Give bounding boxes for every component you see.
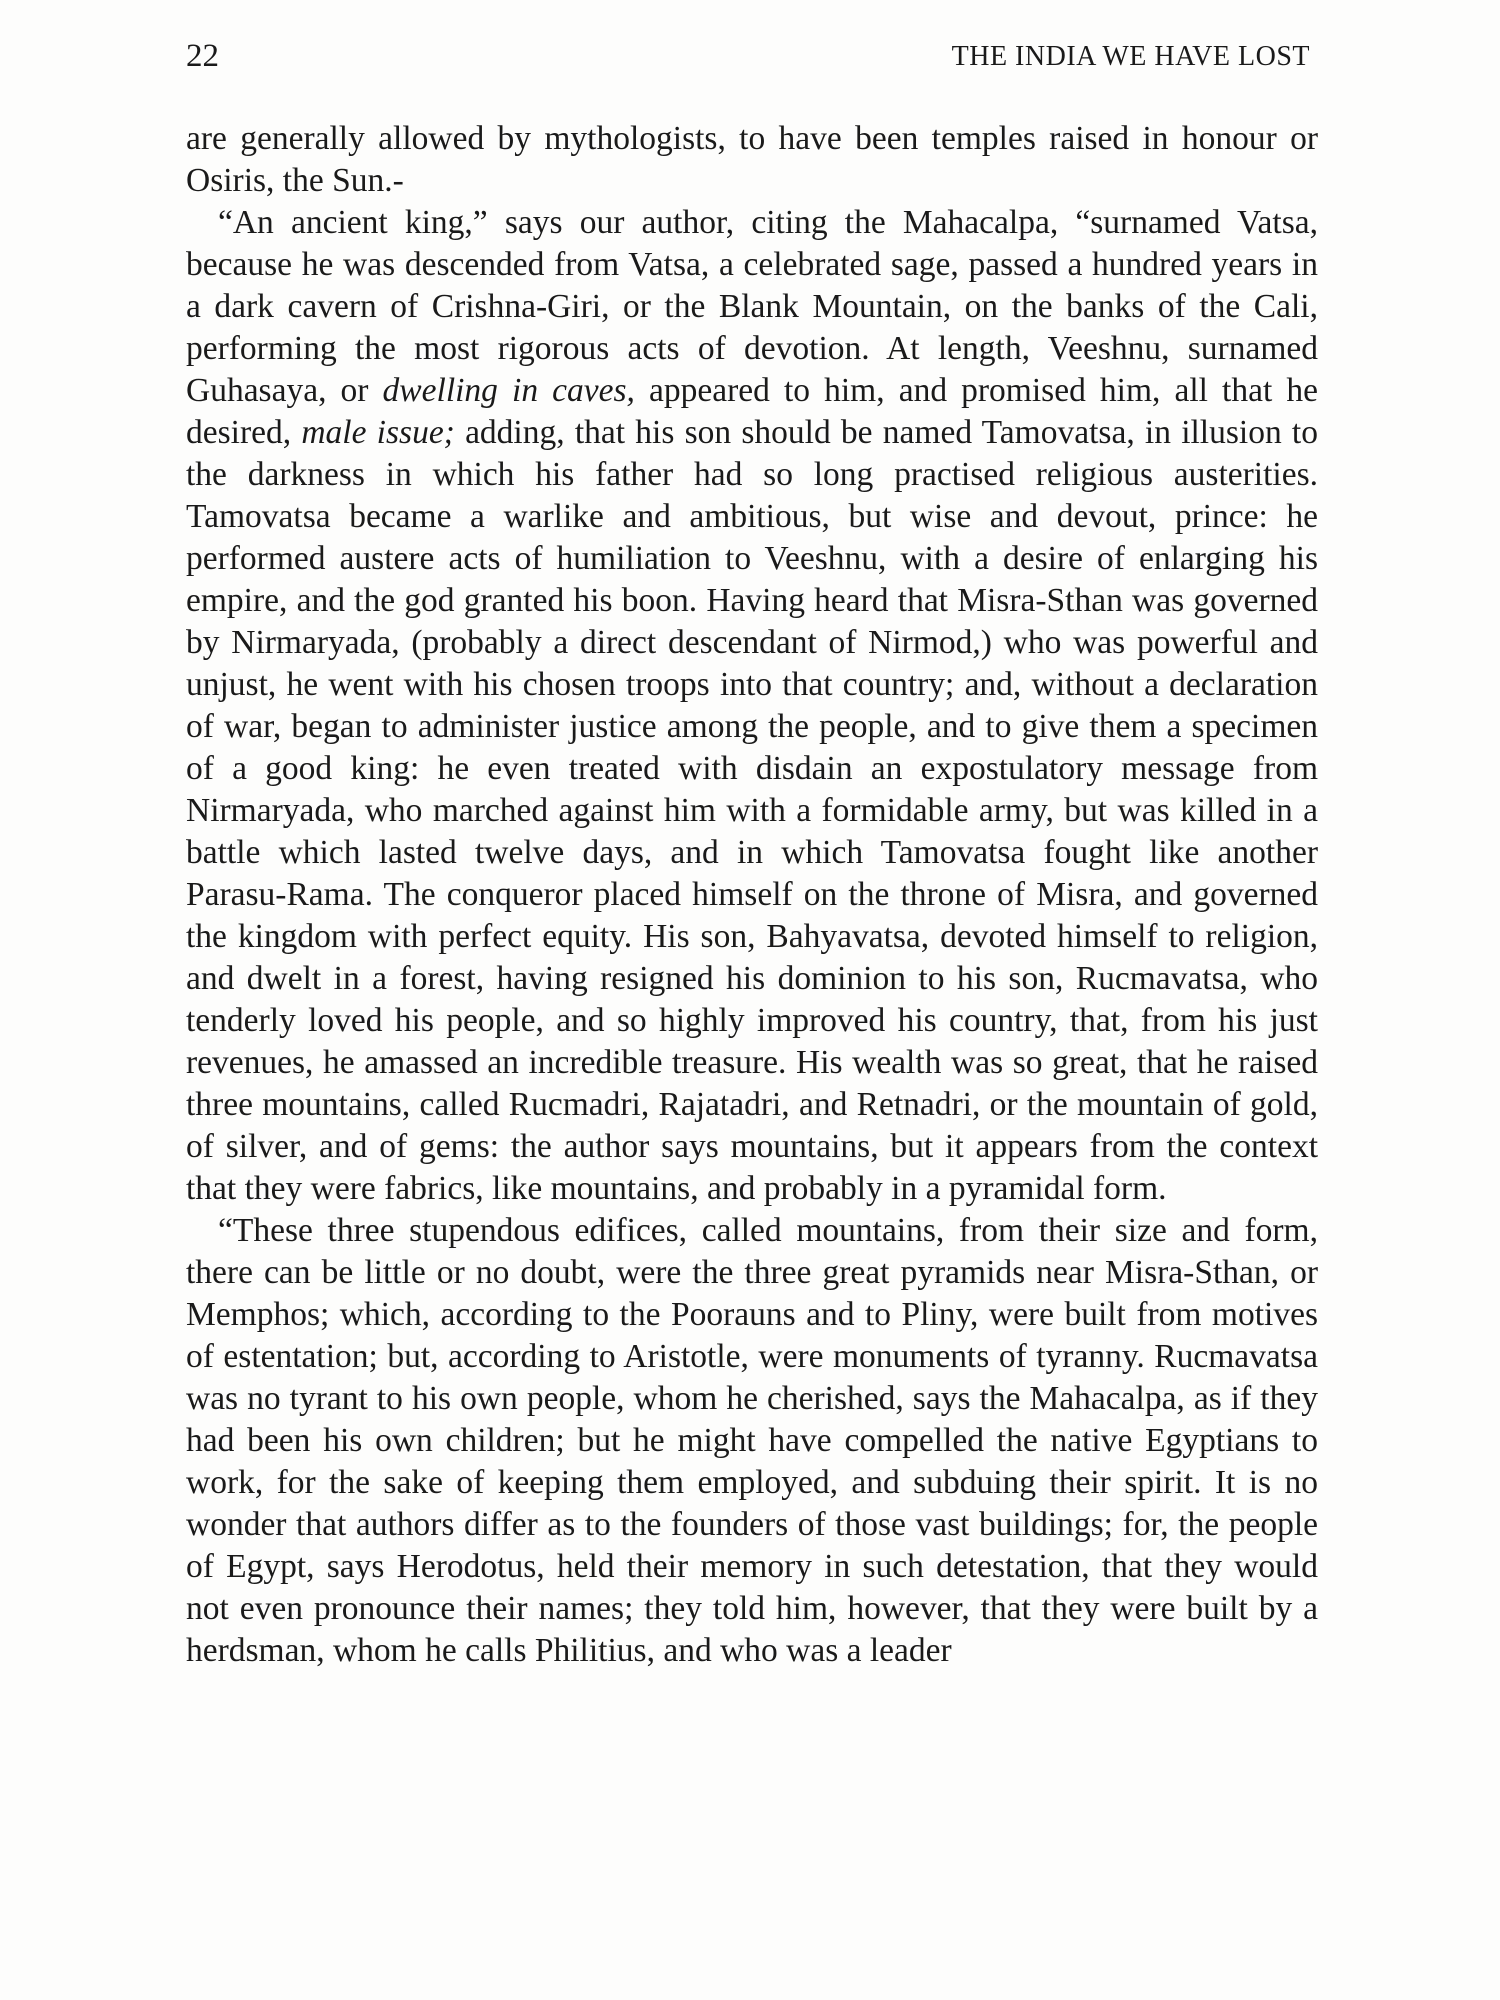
paragraph-1-text: are generally allowed by mythologists, to have been temples raised in honour or Osiris, the Sun.- [186, 120, 1318, 199]
body-text [186, 118, 1318, 1672]
paragraph-3 [186, 1210, 1318, 1672]
page-header [186, 38, 1310, 78]
paragraph-3-text: “These three stupendous edifices, called mountains, from their size and form, there can be little or no doubt, were the three great pyramids near Misra-Sthan, or Memphos; which, according to the Poorauns and to Pliny, were built from motives of estentation; but, according to Aristotle, were monuments of tyranny. Rucmavatsa was no tyrant to his own people, whom he cherished, says the Mahacalpa, as if they had been his own children; but he might have compelled the native Egyptians to work, for the sake of keeping them employed, and subduing their spirit. It is no wonder that authors differ as to the founders of those vast buildings; for, the people of Egypt, says Herodotus, held their memory in such detestation, that they would not even pronounce their names; they told him, however, that they were built by a herdsman, whom he calls Philitius, and who was a leader [186, 1212, 1318, 1669]
paragraph-2 [186, 202, 1318, 1210]
paragraph-2-text-3: adding, that his son should be named Tamovatsa, in illusion to the darkness in which his father had so long practised religious austerities. Tamovatsa became a warlike and ambitious, but wise and devout, prince: he performed austere acts of humiliation to Veeshnu, with a desire of enlarging his empire, and the god granted his boon. Having heard that Misra-Sthan was governed by Nirmaryada, (probably a direct descendant of Nirmod,) who was powerful and unjust, he went with his chosen troops into that country; and, without a declaration of war, began to administer justice among the people, and to give them a specimen of a good king: he even treated with disdain an expostulatory message from Nirmaryada, who marched against him with a formidable army, but was killed in a battle which lasted twelve days, and in which Tamovatsa fought like another Parasu-Rama. The conqueror placed himself on the throne of Misra, and governed the kingdom with perfect equity. His son, Bahyavatsa, devoted himself to religion, and dwelt in a forest, having resigned his dominion to his son, Rucmavatsa, who tenderly loved his people, and so highly improved his country, that, from his just revenues, he amassed an incredible treasure. His wealth was so great, that he raised three mountains, called Rucmadri, Rajatadri, and Retnadri, or the mountain of gold, of silver, and of gems: the author says mountains, but it appears from the context that they were fabrics, like mountains, and probably in a pyramidal form. [186, 414, 1318, 1207]
paragraph-2-italic-male-issue: male issue; [301, 414, 455, 451]
page-number: 22 [186, 38, 219, 74]
paragraph-1 [186, 118, 1318, 202]
paragraph-2-italic-dwelling: dwelling in caves, [382, 372, 635, 409]
paragraph-2-text-2: appeared to him, and promised him, all that he desired, [186, 372, 1318, 451]
paragraph-2-text-1: “An ancient king,” says our author, citing the Mahacalpa, “surnamed Vatsa, because he was descended from Vatsa, a celebrated sage, passed a hundred years in a dark cavern of Crishna-Giri, or the Blank Mountain, on the banks of the Cali, performing the most rigorous acts of devotion. At length, Veeshnu, surnamed Guhasaya, or [186, 204, 1318, 409]
running-title: THE INDIA WE HAVE LOST [951, 41, 1310, 72]
